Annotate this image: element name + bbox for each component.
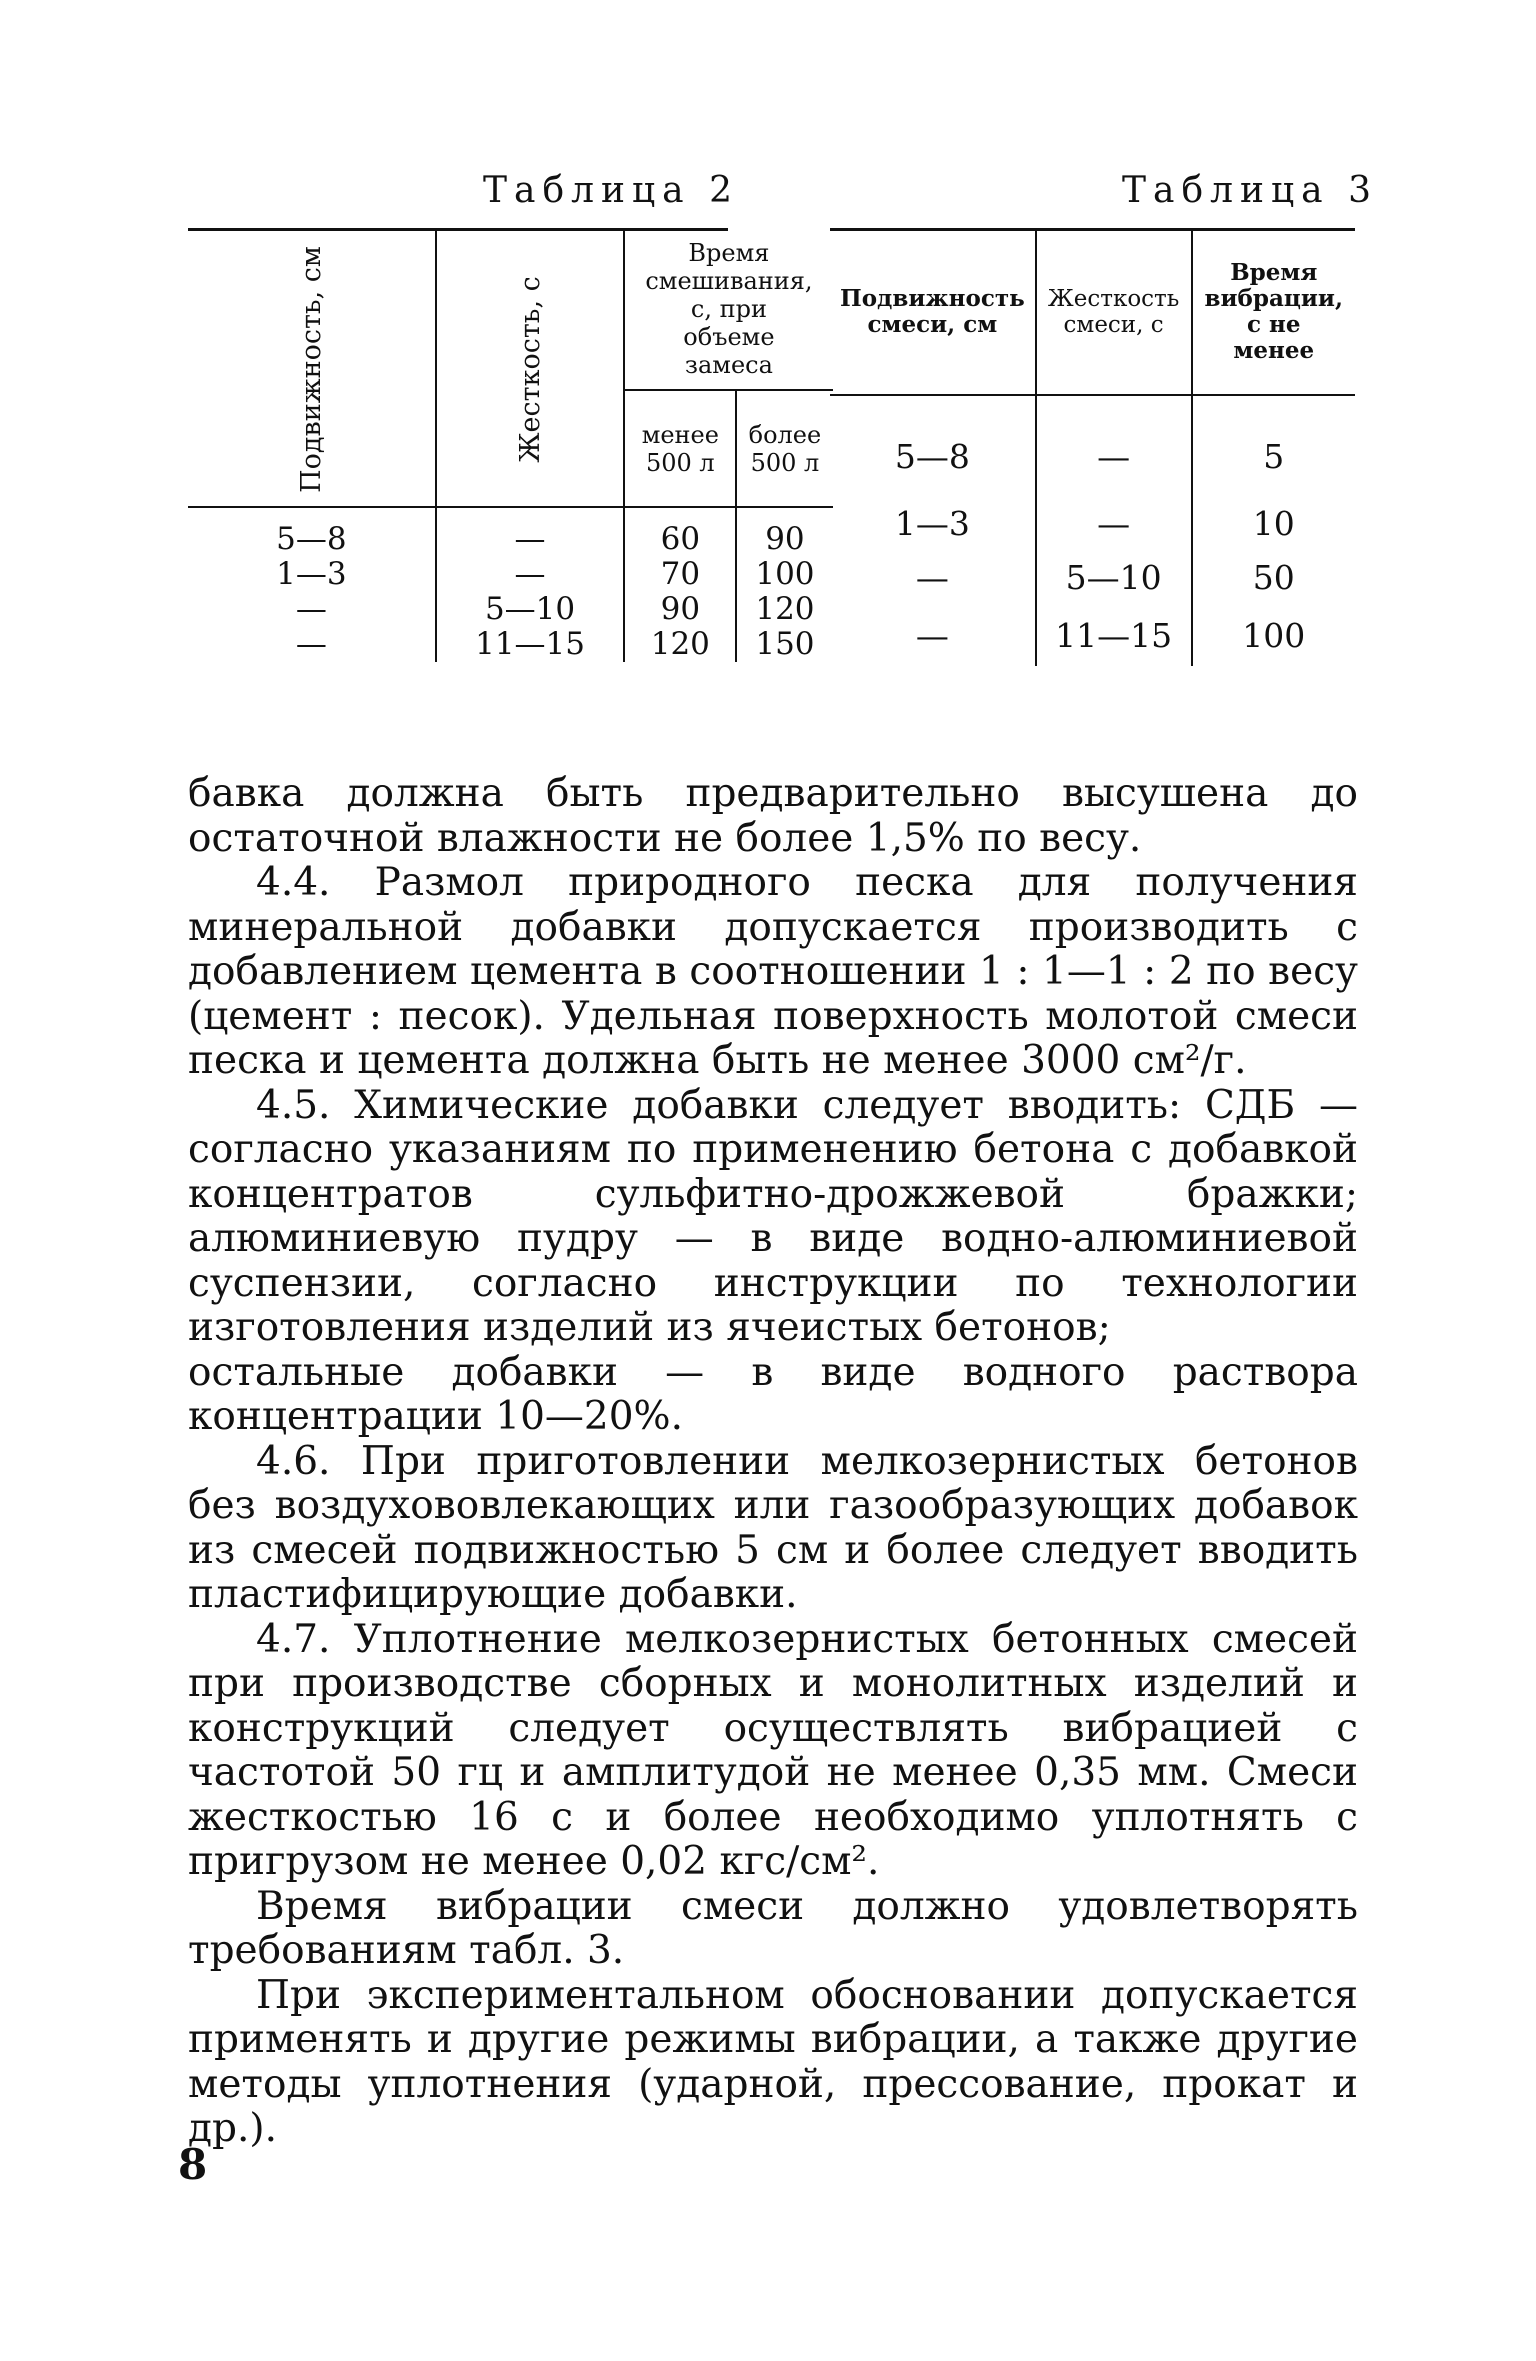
t2-cell: 150	[755, 626, 815, 662]
paragraph: 4.4. Размол природного песка для получения минеральной добавки допускается производить с добавлением цемента в соотношении 1 : 1—1 : 2 по весу (цемент : песок). Удельная поверхность молотой смеси песка и цемента должна быть не менее 3000 см²/г.	[188, 860, 1358, 1083]
table-row	[830, 496, 1355, 550]
t2-stiffness-header: Жесткость, с	[436, 229, 625, 507]
paragraph: бавка должна быть предварительно высушена до остаточной влажности не более 1,5% по весу.	[188, 771, 1358, 861]
paragraph: Время вибрации смеси должно удовлетворять требованиям табл. 3.	[188, 1883, 1358, 1973]
t3-cell: 11—15	[1036, 604, 1192, 666]
t2-less-header: менее 500 л	[624, 390, 736, 507]
t2-cell: 70	[624, 557, 736, 592]
t3-cell: —	[1036, 395, 1192, 496]
t3-cell: —	[830, 550, 1036, 604]
table-row	[830, 604, 1355, 666]
t2-cell: 100	[755, 556, 815, 592]
t2-time-header: Время смешивания, с, при объеме замеса	[624, 229, 832, 390]
t2-cell: 120	[755, 591, 815, 627]
t3-time-header: Время вибрации, с не менее	[1192, 229, 1355, 395]
table-row	[188, 507, 833, 557]
body-text	[188, 772, 1358, 2152]
t3-cell: 5—8	[830, 395, 1036, 496]
t2-cell: 90	[624, 592, 736, 627]
t2-cell: 1—3	[188, 557, 436, 592]
paragraph: 4.5. Химические добавки следует вводить: СДБ — согласно указаниям по применению бетона с добавкой концентратов сульфитно-дрожжевой бражки; алюминиевую пудру — в виде водно-алюминиевой суспензии, согласно инструкции по технологии изготовления изделий из ячеистых бетонов;	[188, 1082, 1358, 1350]
table-row	[830, 550, 1355, 604]
t2-mobility-header: Подвижность, см	[188, 229, 436, 507]
table-row	[830, 395, 1355, 496]
paragraph: 4.7. Уплотнение мелкозернистых бетонных смесей при производстве сборных и монолитных изделий и конструкций следует осуществлять вибрацией с частотой 50 гц и амплитудой не менее 0,35 мм. Смеси жесткостью 16 с и более необходимо уплотнять с пригрузом не менее 0,02 кгс/см².	[188, 1616, 1358, 1884]
table3-caption: Таблица 3	[1122, 170, 1378, 211]
t2-cell: —	[436, 557, 625, 592]
paragraph: 4.6. При приготовлении мелкозернистых бетонов без воздухововлекающих или газообразующих добавок из смесей подвижностью 5 см и более следует вводить пластифицирующие добавки.	[188, 1438, 1358, 1617]
t2-cell: —	[188, 592, 436, 627]
table2	[188, 229, 833, 662]
table-row	[188, 557, 833, 592]
t3-mobility-header: Подвижность смеси, см	[830, 229, 1036, 395]
t2-cell: 5—8	[188, 507, 436, 557]
t2-cell: 5—10	[436, 592, 625, 627]
t3-cell: 1—3	[830, 496, 1036, 550]
t3-stiffness-header: Жесткость смеси, с	[1036, 229, 1192, 395]
t2-cell: 60	[624, 507, 736, 557]
t2-cell: —	[188, 627, 436, 662]
t3-cell: 10	[1252, 503, 1295, 543]
t2-cell: —	[436, 507, 625, 557]
table2-caption: Таблица 2	[483, 170, 739, 211]
table3	[830, 229, 1355, 666]
t3-cell: 50	[1252, 557, 1295, 597]
paragraph: При экспериментальном обосновании допускается применять и другие режимы вибрации, а также другие методы уплотнения (ударной, прессование, прокат и др.).	[188, 1972, 1358, 2151]
t3-cell: 100	[1242, 615, 1306, 655]
table-row	[188, 592, 833, 627]
t3-cell: 5	[1263, 436, 1285, 476]
t2-cell: 120	[624, 627, 736, 662]
t3-cell: 5—10	[1036, 550, 1192, 604]
t2-more-header: более 500 л	[736, 390, 832, 507]
t3-cell: —	[1036, 496, 1192, 550]
t3-cell: —	[830, 604, 1036, 666]
t2-cell: 11—15	[436, 627, 625, 662]
paragraph: остальные добавки — в виде водного раствора концентрации 10—20%.	[188, 1349, 1358, 1439]
page-number: 8	[178, 2140, 208, 2189]
table-row	[188, 627, 833, 662]
t2-cell: 90	[765, 521, 805, 557]
